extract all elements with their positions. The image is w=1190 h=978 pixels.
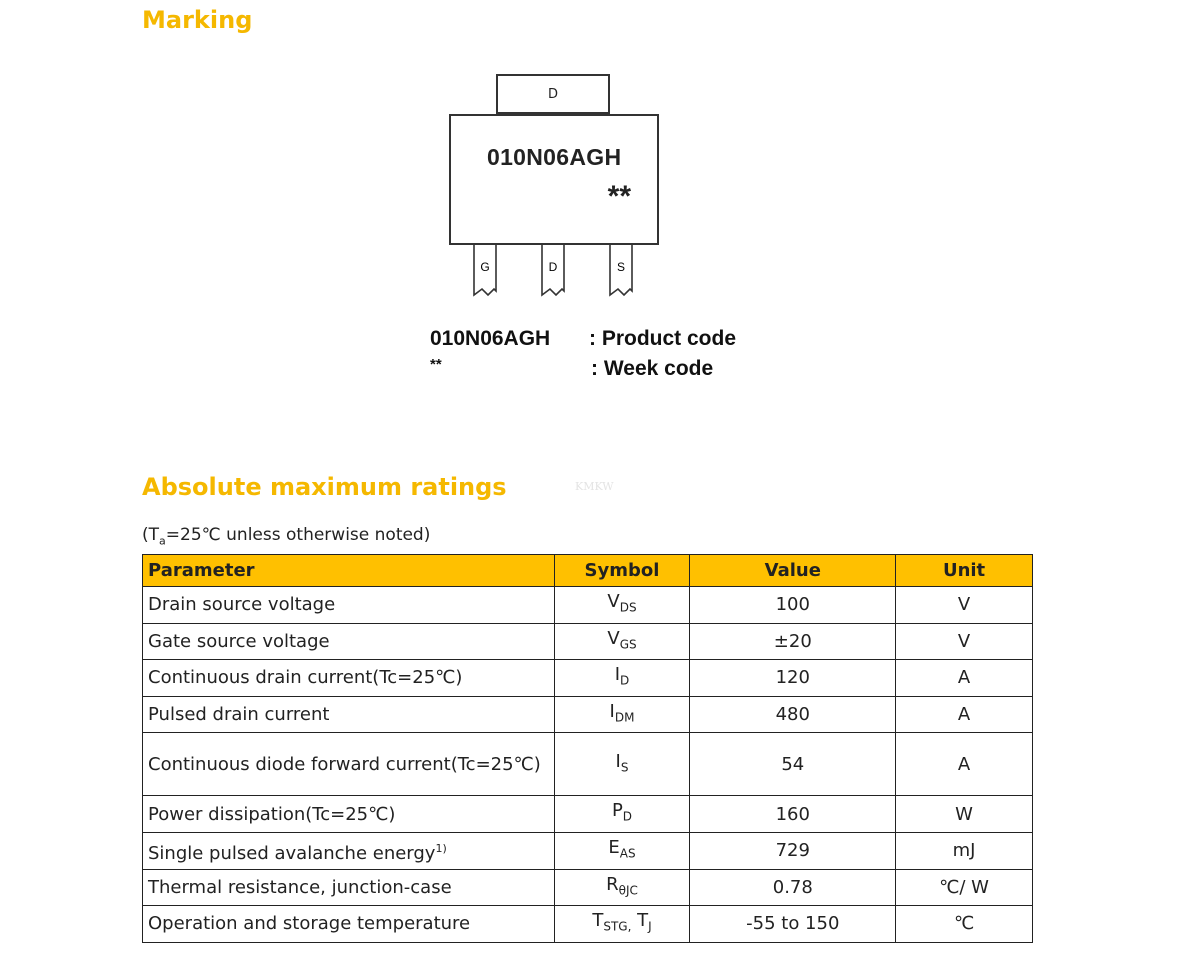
table-row xyxy=(143,906,1033,943)
table-row xyxy=(143,869,1033,906)
legend-week-code-desc: : Week code xyxy=(591,357,714,380)
header-value: Value xyxy=(690,555,896,587)
row-unit: V xyxy=(896,623,1033,660)
legend-product-code-desc: : Product code xyxy=(589,327,737,350)
row-symbol: $E_{AS}$ xyxy=(554,832,690,869)
row-value: -55 to 150 xyxy=(690,906,896,943)
watermark: KMKW xyxy=(575,480,614,493)
table-row xyxy=(143,796,1033,833)
row-parameter: Continuous diode forward current(Tc=25℃) xyxy=(143,733,555,796)
row-symbol: $V_{GS}$ xyxy=(554,623,690,660)
row-symbol: $V_{DS}$ xyxy=(554,587,690,624)
row-unit: mJ xyxy=(896,832,1033,869)
row-value: 160 xyxy=(690,796,896,833)
pin-gate xyxy=(474,245,496,295)
package-drain-tab xyxy=(496,74,610,114)
table-row xyxy=(143,696,1033,733)
package-week-code: ** xyxy=(607,180,631,213)
footnote-marker: 1) xyxy=(435,841,447,855)
row-value: ±20 xyxy=(690,623,896,660)
row-parameter: Thermal resistance, junction-case xyxy=(143,869,555,906)
header-unit: Unit xyxy=(896,555,1033,587)
row-unit: ℃/ W xyxy=(896,869,1033,906)
pin-drain-label: D xyxy=(548,260,558,274)
legend-week-code: ** xyxy=(430,356,442,373)
ratings-table xyxy=(142,554,1033,943)
row-symbol: $P_D$ xyxy=(554,796,690,833)
row-value: 480 xyxy=(690,696,896,733)
row-parameter: Pulsed drain current xyxy=(143,696,555,733)
row-value: 120 xyxy=(690,660,896,697)
row-unit: W xyxy=(896,796,1033,833)
legend-product-code: 010N06AGH xyxy=(430,327,551,350)
row-value: 0.78 xyxy=(690,869,896,906)
table-row xyxy=(143,623,1033,660)
row-parameter: Drain source voltage xyxy=(143,587,555,624)
row-symbol: $I_S$ xyxy=(554,733,690,796)
row-unit: ℃ xyxy=(896,906,1033,943)
table-header-row xyxy=(143,555,1033,587)
row-unit: V xyxy=(896,587,1033,624)
table-row xyxy=(143,587,1033,624)
pin-source xyxy=(610,245,632,295)
row-value: 100 xyxy=(690,587,896,624)
row-value: 729 xyxy=(690,832,896,869)
table-row xyxy=(143,660,1033,697)
row-parameter: Operation and storage temperature xyxy=(143,906,555,943)
row-symbol: $T_{STG,}$ $T_J$ xyxy=(554,906,690,943)
row-symbol: $R_{\theta JC}$ xyxy=(554,869,690,906)
package-product-code: 010N06AGH xyxy=(487,144,622,170)
header-symbol: Symbol xyxy=(554,555,690,587)
marking-title: Marking xyxy=(142,6,253,34)
row-unit: A xyxy=(896,696,1033,733)
row-value: 54 xyxy=(690,733,896,796)
row-parameter: Gate source voltage xyxy=(143,623,555,660)
package-pins xyxy=(470,243,640,303)
ratings-title: Absolute maximum ratings xyxy=(142,473,507,501)
drain-tab-label: D xyxy=(547,86,558,102)
package-body xyxy=(449,114,659,245)
pin-gate-label: G xyxy=(480,260,490,274)
row-symbol: $I_{DM}$ xyxy=(554,696,690,733)
pin-drain xyxy=(542,245,564,295)
row-parameter: Power dissipation(Tc=25℃) xyxy=(143,796,555,833)
row-parameter: Continuous drain current(Tc=25℃) xyxy=(143,660,555,697)
row-unit: A xyxy=(896,733,1033,796)
row-parameter: Single pulsed avalanche energy$^{1)}$ xyxy=(143,832,555,869)
ratings-note: ($T_a=25℃$ unless otherwise noted) xyxy=(142,525,431,548)
table-row xyxy=(143,832,1033,869)
table-row xyxy=(143,733,1033,796)
row-unit: A xyxy=(896,660,1033,697)
row-symbol: $I_D$ xyxy=(554,660,690,697)
header-parameter: Parameter xyxy=(143,555,555,587)
pin-source-label: S xyxy=(616,260,626,274)
